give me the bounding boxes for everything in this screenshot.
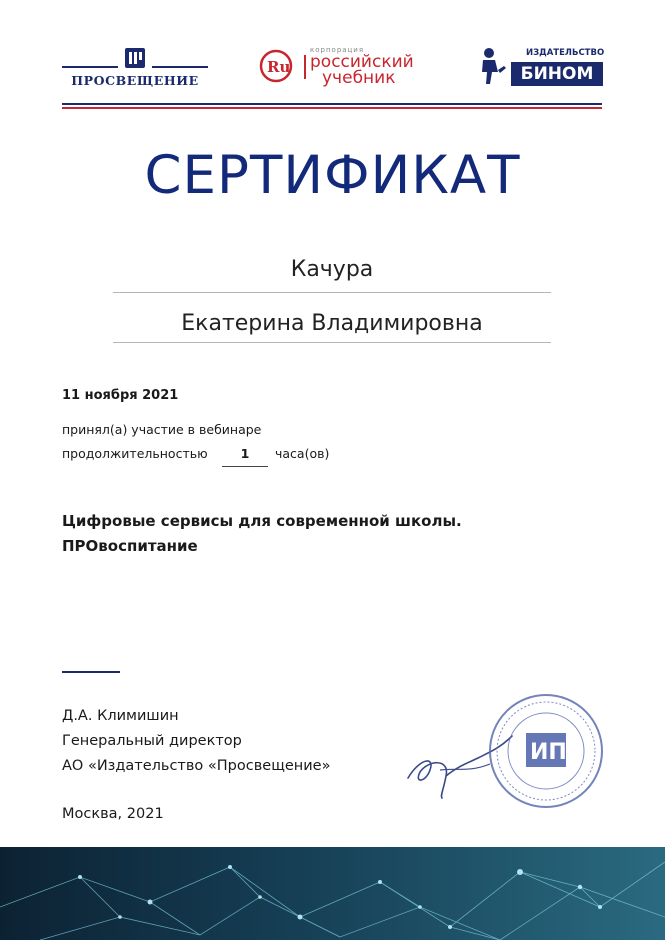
stamp-icon bbox=[486, 691, 606, 811]
logo-corp-text: корпорация bbox=[310, 46, 365, 54]
prosveshchenie-emblem-icon bbox=[124, 46, 146, 70]
binom-publisher: ИЗДАТЕЛЬСТВО bbox=[526, 48, 605, 58]
duration-value: 1 bbox=[240, 446, 250, 461]
signature-rule bbox=[62, 671, 120, 673]
webinar-title-line1: Цифровые сервисы для современной школы. bbox=[62, 512, 462, 530]
given-names-underline bbox=[113, 342, 551, 343]
ru-logo-icon bbox=[258, 48, 298, 88]
signatory-name: Д.А. Климишин bbox=[62, 708, 179, 724]
recipient-given-names: Екатерина Владимировна bbox=[181, 311, 483, 336]
place-year: Москва, 2021 bbox=[62, 806, 164, 822]
logo-ru-line1: российский bbox=[310, 52, 414, 72]
svg-text:Ru: Ru bbox=[267, 58, 291, 76]
logo-ru-line2: учебник bbox=[322, 68, 396, 88]
logo-separator bbox=[304, 55, 306, 79]
duration-unit: часа(ов) bbox=[275, 446, 330, 461]
signatory-organization: АО «Издательство «Просвещение» bbox=[62, 758, 331, 774]
prosveshchenie-wordmark: ПРОСВЕЩЕНИЕ bbox=[71, 73, 199, 88]
russian-textbook-logo bbox=[258, 46, 438, 86]
duration-underline bbox=[222, 466, 268, 467]
binom-figure-icon bbox=[478, 46, 508, 86]
webinar-title-line2: ПРОвоспитание bbox=[62, 537, 198, 555]
prosveshchenie-logo bbox=[62, 46, 208, 90]
network-pattern-icon bbox=[0, 847, 665, 940]
binom-wordmark: БИНОМ bbox=[511, 62, 603, 86]
certificate-title: СЕРТИФИКАТ bbox=[144, 145, 521, 206]
webinar-title bbox=[62, 509, 582, 559]
participation-text: принял(а) участие в вебинаре bbox=[62, 422, 262, 437]
stamp-center-text: ИП bbox=[530, 740, 567, 765]
header-rule-red bbox=[62, 107, 602, 109]
duration-label: продолжительностью bbox=[62, 446, 208, 461]
surname-underline bbox=[113, 292, 551, 293]
logo-rule-left bbox=[62, 66, 118, 68]
signatory-position: Генеральный директор bbox=[62, 733, 242, 749]
binom-logo bbox=[478, 46, 603, 90]
header-rule-blue bbox=[62, 103, 602, 105]
event-date: 11 ноября 2021 bbox=[62, 388, 179, 403]
logo-rule-right bbox=[152, 66, 208, 68]
recipient-surname: Качура bbox=[290, 257, 374, 282]
